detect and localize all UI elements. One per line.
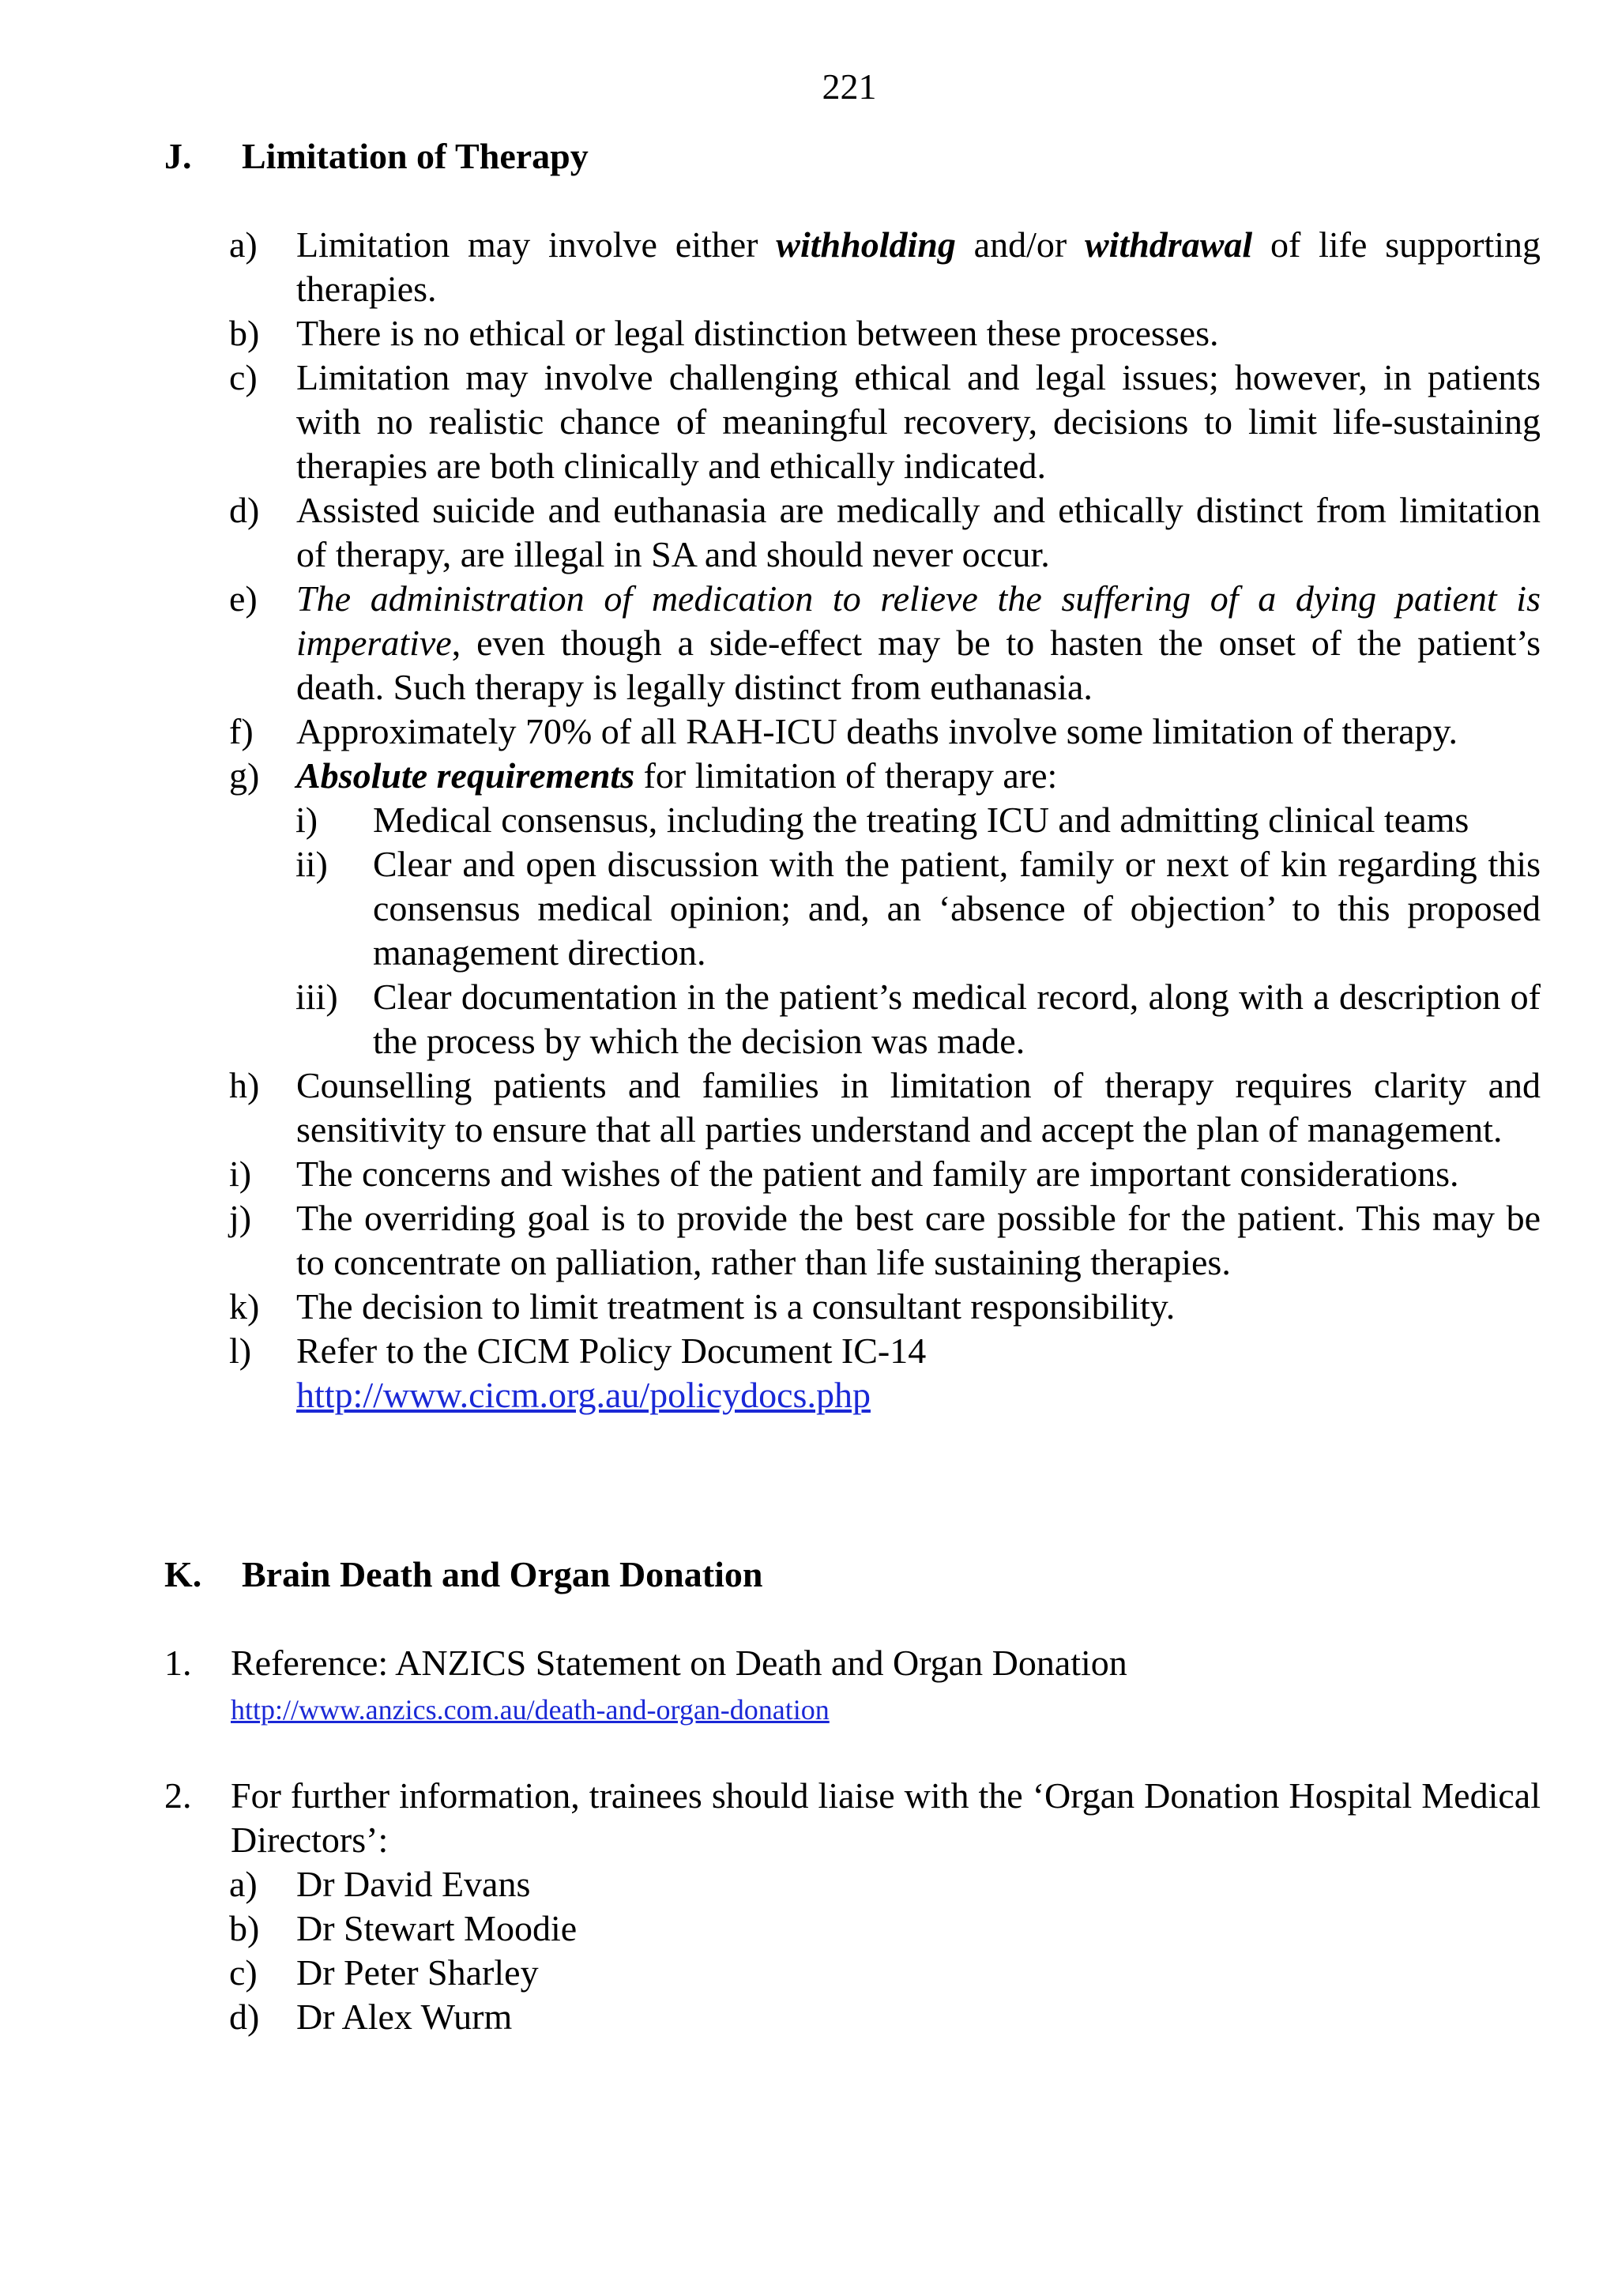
- list-item-f: [0, 710, 1541, 754]
- item-label: d): [229, 490, 260, 530]
- sub-item-iii: [0, 975, 1541, 1063]
- numbered-item-1: [0, 1641, 1541, 1730]
- list-item-g: [0, 754, 1541, 798]
- section-k-list: [0, 1641, 1618, 2039]
- section-k-letter: K.: [164, 1554, 202, 1594]
- item-text: , even though a side-effect may be to hasten the onset of the patient’s death. Such therapy is legally distinct from euthanasia.: [296, 623, 1541, 707]
- item-text: The overriding goal is to provide the best care possible for the patient. This may be to concentrate on palliation, rather than life sustaining therapies.: [296, 1198, 1541, 1282]
- item-label: a): [229, 1864, 258, 1904]
- section-j-heading: [164, 134, 589, 179]
- item-label: e): [229, 578, 258, 619]
- director-item-a: [0, 1862, 1541, 1906]
- item-label: j): [229, 1198, 252, 1238]
- director-item-c: [0, 1951, 1541, 1995]
- item-label: b): [229, 313, 260, 353]
- numbered-item-2: [0, 1774, 1541, 1862]
- list-item-c: [0, 356, 1541, 488]
- section-j-list: [0, 223, 1618, 1417]
- withdrawal-emphasis: withdrawal: [1084, 224, 1253, 265]
- item-text: Assisted suicide and euthanasia are medically and ethically distinct from limitation of therapy, are illegal in SA and should never occur.: [296, 490, 1541, 574]
- list-item-k: [0, 1285, 1541, 1329]
- item-label: f): [229, 711, 254, 751]
- item-label: c): [229, 357, 258, 397]
- director-name: Dr Stewart Moodie: [296, 1908, 578, 1948]
- item-label: d): [229, 1997, 260, 2037]
- list-item-d: [0, 488, 1541, 577]
- item-text: The decision to limit treatment is a consultant responsibility.: [296, 1286, 1176, 1327]
- item-italic-text: The administration of medication to relieve the suffering of a dying patient is imperative: [296, 578, 1541, 663]
- section-j-letter: J.: [164, 136, 192, 176]
- list-item-i: [0, 1152, 1541, 1196]
- list-item-h: [0, 1063, 1541, 1152]
- list-item-b: [0, 311, 1541, 356]
- sub-item-label: iii): [295, 977, 338, 1017]
- item-text: Reference: ANZICS Statement on Death and Organ Donation: [231, 1643, 1127, 1683]
- item-text: and/or: [955, 224, 1085, 265]
- item-label: h): [229, 1065, 260, 1105]
- sub-item-label: ii): [295, 844, 328, 884]
- sub-item-text: Clear documentation in the patient’s medical record, along with a description of the process by which the decision was made.: [373, 977, 1541, 1061]
- item-label: g): [229, 755, 260, 796]
- item-label: a): [229, 224, 258, 265]
- item-text: of life supporting therapies.: [296, 224, 1541, 309]
- list-item-a: [0, 223, 1541, 311]
- list-item-l: [0, 1329, 1541, 1417]
- item-text: for limitation of therapy are:: [634, 755, 1058, 796]
- sub-item-text: Medical consensus, including the treating ICU and admitting clinical teams: [373, 800, 1469, 840]
- sub-item-label: i): [295, 800, 318, 840]
- absolute-requirements-emphasis: Absolute requirements: [296, 755, 635, 796]
- item-text: There is no ethical or legal distinction between these processes.: [296, 313, 1219, 353]
- section-k-title: Brain Death and Organ Donation: [242, 1554, 763, 1594]
- director-name: Dr Alex Wurm: [296, 1997, 513, 2037]
- sub-item-text: Clear and open discussion with the patient, family or next of kin regarding this consensus medical opinion; and, an ‘absence of objection’ to this proposed management direction.: [373, 844, 1541, 973]
- item-text: Refer to the CICM Policy Document IC-14: [296, 1331, 927, 1371]
- item-label: i): [229, 1154, 252, 1194]
- list-item-e: [0, 577, 1541, 710]
- item-label: k): [229, 1286, 260, 1327]
- item-text: Limitation may involve either: [296, 224, 777, 265]
- section-j-title: Limitation of Therapy: [242, 136, 589, 176]
- list-item-j: [0, 1196, 1541, 1285]
- anzics-link[interactable]: http://www.anzics.com.au/death-and-organ-donation: [231, 1694, 830, 1726]
- item-text: Counselling patients and families in limitation of therapy requires clarity and sensitivity to ensure that all parties understand and accept the plan of management.: [296, 1065, 1541, 1150]
- director-item-d: [0, 1995, 1541, 2039]
- item-label: l): [229, 1331, 252, 1371]
- item-text: The concerns and wishes of the patient and family are important considerations.: [296, 1154, 1459, 1194]
- item-label: c): [229, 1952, 258, 1993]
- item-text: For further information, trainees should liaise with the ‘Organ Donation Hospital Medical Directors’:: [231, 1775, 1541, 1860]
- item-text: Approximately 70% of all RAH-ICU deaths involve some limitation of therapy.: [296, 711, 1458, 751]
- page-number: 221: [822, 66, 877, 107]
- sub-item-ii: [0, 842, 1541, 975]
- director-name: Dr Peter Sharley: [296, 1952, 539, 1993]
- director-item-b: [0, 1906, 1541, 1951]
- item-label: 1.: [164, 1643, 192, 1683]
- section-k-heading: [164, 1553, 762, 1597]
- item-label: 2.: [164, 1775, 192, 1816]
- item-label: b): [229, 1908, 260, 1948]
- sub-item-i: [0, 798, 1541, 842]
- cicm-policy-link[interactable]: http://www.cicm.org.au/policydocs.php: [296, 1375, 871, 1415]
- spacer: [0, 1730, 1618, 1774]
- withholding-emphasis: withholding: [776, 224, 956, 265]
- item-text: Limitation may involve challenging ethical and legal issues; however, in patients with no realistic chance of meaningful recovery, decisions to limit life-sustaining therapies are both clinically and ethically indicated.: [296, 357, 1541, 486]
- director-name: Dr David Evans: [296, 1864, 531, 1904]
